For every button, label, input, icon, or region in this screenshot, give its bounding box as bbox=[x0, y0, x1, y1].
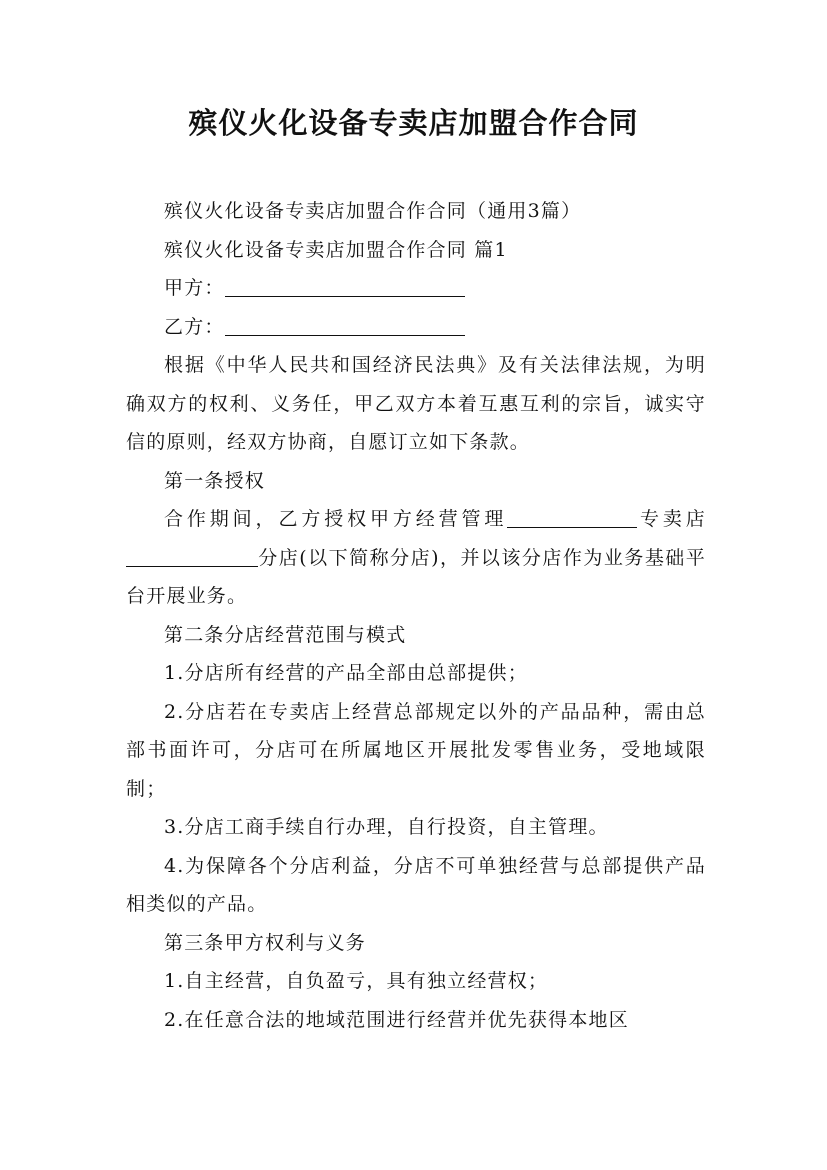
article2-item3: 3.分店工商手续自行办理，自行投资，自主管理。 bbox=[164, 816, 609, 838]
store-name-blank bbox=[507, 508, 637, 528]
article3-item2: 2.在任意合法的地域范围进行经营并优先获得本地区 bbox=[164, 1008, 629, 1031]
article3-item1: 1.自主经营，自负盈亏，具有独立经营权； bbox=[164, 970, 549, 992]
article1-text-c: 分店(以下简称分店)，并以该分店作为业务基础平台开展业务。 bbox=[126, 546, 706, 607]
document-title: 殡仪火化设备专卖店加盟合作合同 bbox=[188, 106, 639, 140]
article1-text-a: 合作期间，乙方授权甲方经营管理 bbox=[164, 508, 508, 530]
party-a-line bbox=[126, 269, 706, 308]
article2-item4: 4.为保障各个分店利益，分店不可单独经营与总部提供产品相类似的产品。 bbox=[126, 854, 706, 915]
article1-heading: 第一条授权 bbox=[164, 469, 266, 492]
document-body bbox=[126, 192, 706, 1039]
article2-item2: 2.分店若在专卖店上经营总部规定以外的产品品种，需由总部书面许可，分店可在所属地区开展批发零售业务，受地域限制； bbox=[126, 700, 706, 800]
article2-item1: 1.分店所有经营的产品全部由总部提供； bbox=[164, 662, 528, 684]
article3-heading: 第三条甲方权利与义务 bbox=[164, 931, 367, 954]
article1-paragraph bbox=[126, 500, 706, 616]
intro-paragraph: 根据《中华人民共和国经济民法典》及有关法律法规，为明确双方的权利、义务任，甲乙双方本着互惠互利的宗旨，诚实守信的原则，经双方协商，自愿订立如下条款。 bbox=[126, 354, 706, 453]
article1-text-b: 专卖店 bbox=[637, 508, 706, 530]
party-b-blank bbox=[225, 316, 465, 336]
part-heading: 殡仪火化设备专卖店加盟合作合同 篇1 bbox=[164, 238, 508, 261]
article2-heading: 第二条分店经营范围与模式 bbox=[164, 623, 407, 646]
party-a-blank bbox=[225, 277, 465, 297]
party-a-label: 甲方： bbox=[164, 277, 225, 299]
branch-name-blank bbox=[126, 547, 258, 567]
party-b-label: 乙方： bbox=[164, 315, 225, 338]
party-b-line bbox=[126, 308, 706, 347]
document-subtitle: 殡仪火化设备专卖店加盟合作合同（通用3篇） bbox=[164, 200, 582, 222]
